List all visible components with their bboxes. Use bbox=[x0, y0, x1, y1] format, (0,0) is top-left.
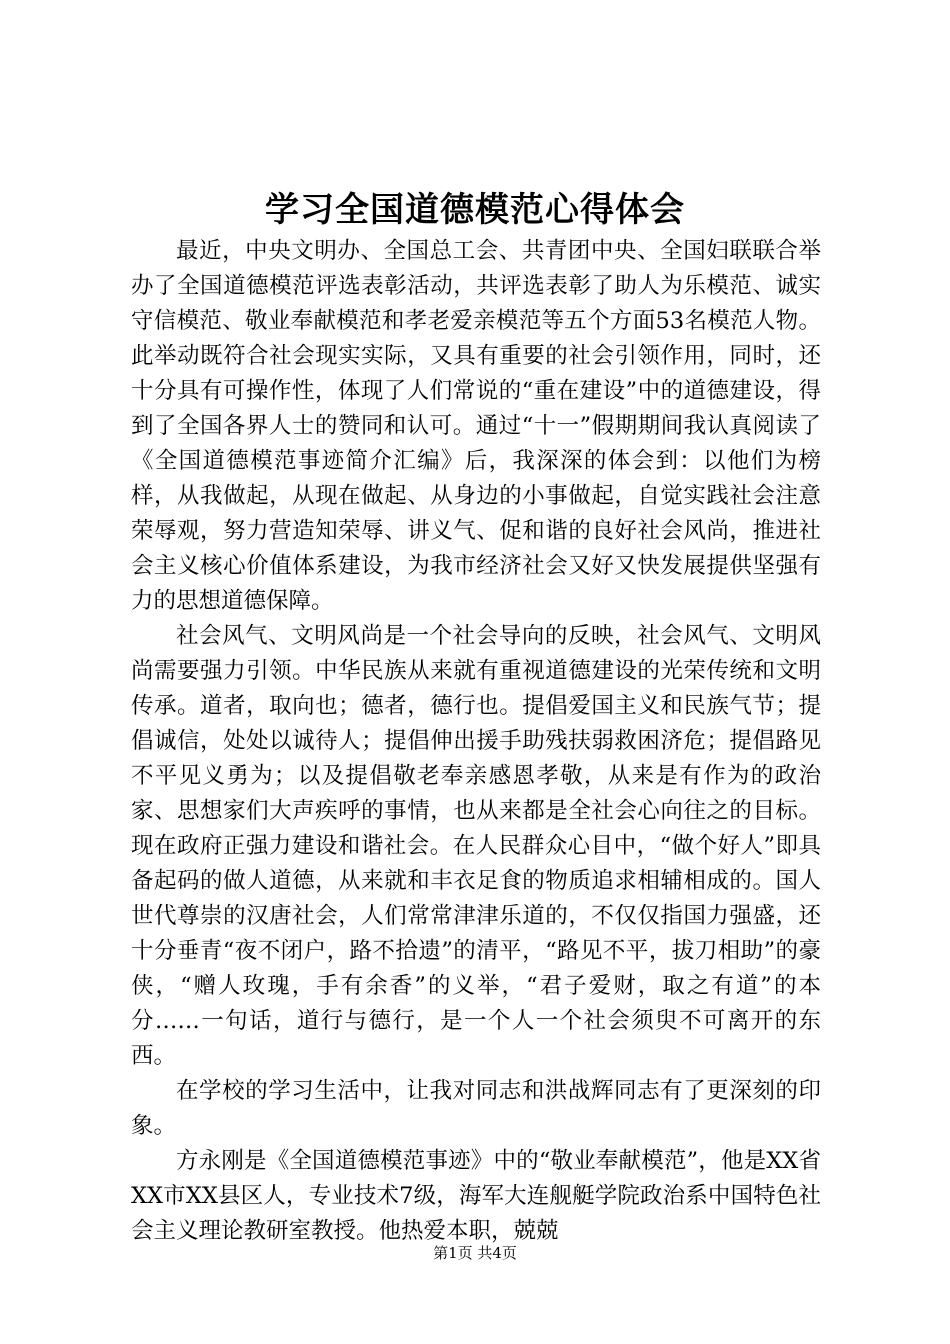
paragraph-4: 方永刚是《全国道德模范事迹》中的“敬业奉献模范”，他是XX省XX市XX县区人，专业技术7级，海军大连舰艇学院政治系中国特色社会主义理论教研室教授。他热爱本职，兢兢 bbox=[131, 1148, 821, 1244]
page-number-label: 第1页 共4页 bbox=[433, 1244, 517, 1262]
document-title: 学习全国道德模范心得体会 bbox=[265, 190, 685, 230]
page-footer bbox=[0, 1243, 950, 1263]
paragraph-3: 在学校的学习生活中，让我对同志和洪战辉同志有了更深刻的印象。 bbox=[131, 1078, 821, 1139]
document-body bbox=[131, 234, 821, 1249]
paragraph-2: 社会风气、文明风尚是一个社会导向的反映，社会风气、文明风尚需要强力引领。中华民族从来就有重视道德建设的光荣传统和文明传承。道者，取向也；德者，德行也。提倡爱国主义和民族气节；提倡诚信，处处以诚待人；提倡伸出援手助残扶弱救困济危；提倡路见不平见义勇为；以及提倡敬老奉亲感恩孝敬，从来是有作为的政治家、思想家们大声疾呼的事情，也从来都是全社会心向往之的目标。现在政府正强力建设和谐社会。在人民群众心目中，“做个好人”即具备起码的做人道德，从来就和丰衣足食的物质追求相辅相成的。国人世代尊崇的汉唐社会，人们常常津津乐道的，不仅仅指国力强盛，还十分垂青“夜不闭户，路不拾遗”的清平，“路见不平，拔刀相助”的豪侠，“赠人玫瑰，手有余香”的义举，“君子爱财，取之有道”的本分……一句话，道行与德行，是一个人一个社会须臾不可离开的东西。 bbox=[131, 623, 821, 1069]
paragraph-1: 最近，中央文明办、全国总工会、共青团中央、全国妇联联合举办了全国道德模范评选表彰活动，共评选表彰了助人为乐模范、诚实守信模范、敬业奉献模范和孝老爱亲模范等五个方面53名模范人物。此举动既符合社会现实实际，又具有重要的社会引领作用，同时，还十分具有可操作性，体现了人们常说的“重在建设”中的道德建设，得到了全国各界人士的赞同和认可。通过“十一”假期期间我认真阅读了《全国道德模范事迹简介汇编》后，我深深的体会到：以他们为榜样，从我做起，从现在做起、从身边的小事做起，自觉实践社会注意荣辱观，努力营造知荣辱、讲义气、促和谐的良好社会风尚，推进社会主义核心价值体系建设，为我市经济社会又好又快发展提供坚强有力的思想道德保障。 bbox=[131, 238, 821, 614]
